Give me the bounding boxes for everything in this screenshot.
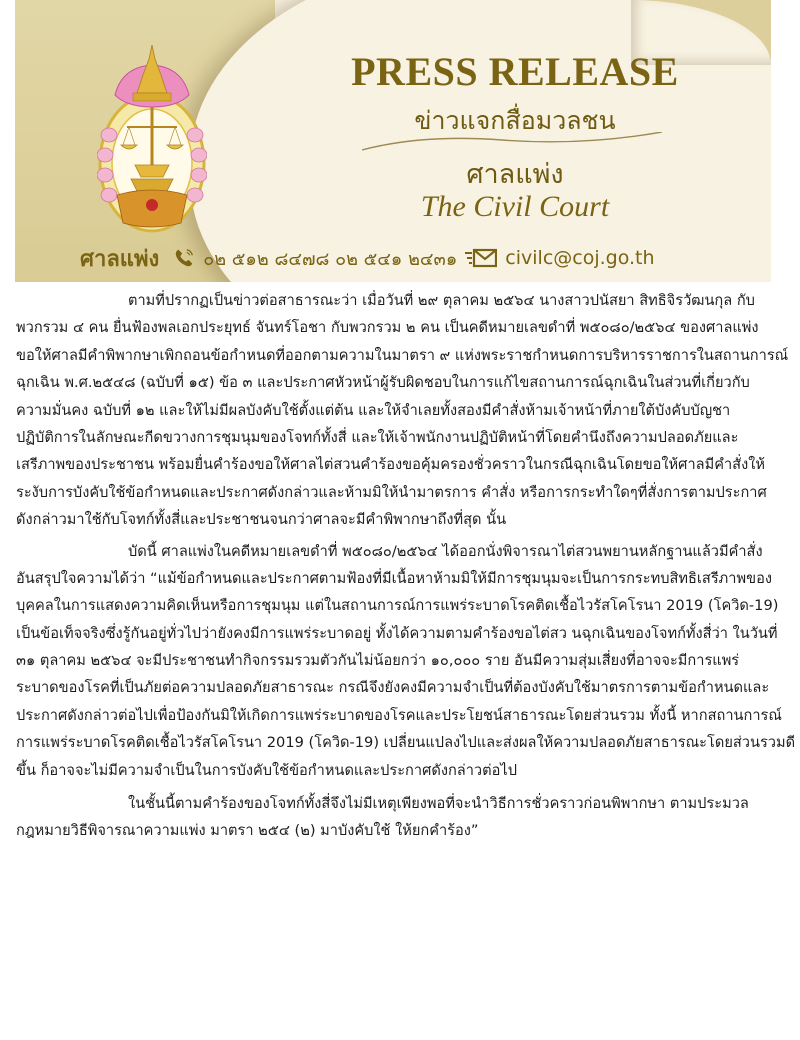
text-line: พวกรวม ๔ คน ยื่นฟ้องพลเอกประยุทธ์ จันทร์โอชา กับพวกรวม ๒ คน เป็นคดีหมายเลขดำที่ พ๕๐๘๐/๒๕๖๔ ของศาลแพ่ง: [16, 319, 759, 337]
text-line: เสรีภาพของประชาชน พร้อมยื่นคำร้องขอให้ศาลไต่สวนคำร้องขอคุ้มครองชั่วคราวในกรณีฉุกเฉินโดยขอให้ศาลมีคำสั่งให้: [16, 456, 765, 474]
press-release-banner: [15, 0, 771, 282]
text-line: ในชั้นนี้ตามคำร้องของโจทก์ทั้งสี่จึงไม่มีเหตุเพียงพอที่จะนำวิธีการชั่วคราวก่อนพิพากษา ตามประมวล: [128, 795, 749, 813]
contact-bar: [80, 240, 655, 276]
civil-court-emblem-icon: [97, 45, 207, 235]
text-line: บุคคลในการแสดงความคิดเห็นหรือการชุมนุม แต่ในสถานการณ์การแพร่ระบาดโรคติดเชื้อไวรัสโคโรนา 2019 (โควิด-19): [16, 597, 779, 615]
text-line: บัดนี้ ศาลแพ่งในคดีหมายเลขดำที่ พ๕๐๘๐/๒๕๖๔ ได้ออกนั่งพิจารณาไต่สวนพยานหลักฐานแล้วมีคำสั่ง: [128, 542, 763, 560]
text-line: ขึ้น ก็อาจจะไม่มีความจำเป็นในการบังคับใช้ข้อกำหนดและประกาศดังกล่าวต่อไป: [16, 761, 517, 779]
text-line: ขอให้ศาลมีคำพิพากษาเพิกถอนข้อกำหนดที่ออกตามความในมาตรา ๙ แห่งพระราชกำหนดการบริหารราชการในสถานการณ์: [16, 346, 789, 364]
contact-phone-number[interactable]: ๐๒ ๕๑๒ ๘๔๗๘ ๐๒ ๕๔๑ ๒๔๓๑: [203, 248, 458, 270]
court-name-english: The Civil Court: [420, 190, 610, 223]
text-line: เป็นข้อเท็จจริงซึ่งรู้กันอยู่ทั่วไปว่ายังคงมีการแพร่ระบาดอยู่ ทั้งได้ความตามคำร้องขอไต่สว นฉุกเฉินของโจทก์ทั้งสี่ว่า ในวันที่: [16, 624, 778, 642]
press-release-thai-subtitle: ข่าวแจกสื่อมวลชน: [414, 106, 616, 135]
paragraph-2: [16, 538, 796, 785]
press-release-body: [16, 287, 796, 845]
contact-court-name: ศาลแพ่ง: [80, 246, 160, 272]
phone-icon: [173, 247, 195, 269]
paragraph-1: [16, 287, 789, 534]
mail-icon: [465, 247, 497, 269]
text-line: ๓๑ ตุลาคม ๒๕๖๔ จะมีประชาชนทำกิจกรรมรวมตัวกันไม่น้อยกว่า ๑๐,๐๐๐ ราย อันมีความสุ่มเสี่ยงที่อาจจะมีการแพร่: [16, 652, 740, 670]
text-line: ดังกล่าวมาใช้กับโจทก์ทั้งสี่และประชาชนจนกว่าศาลจะมีคำพิพากษาถึงที่สุด นั้น: [16, 511, 507, 529]
text-line: ระงับการบังคับใช้ข้อกำหนดและประกาศดังกล่าวและห้ามมิให้นำมาตรการ คำสั่ง หรือการกระทำใดๆที่สั่งการตามประกาศ: [16, 483, 767, 501]
text-line: ความมั่นคง ฉบับที่ ๑๒ และให้ไม่มีผลบังคับใช้ตั้งแต่ต้น และให้จำเลยทั้งสองมีคำสั่งห้ามเจ้าหน้าที่ภายใต้บังคับบัญชา: [16, 401, 731, 419]
text-line: ฉุกเฉิน พ.ศ.๒๕๔๘ (ฉบับที่ ๑๕) ข้อ ๓ และประกาศหัวหน้าผู้รับผิดชอบในการแก้ไขสถานการณ์ฉุกเฉินในส่วนที่เกี่ยวกับ: [16, 374, 750, 392]
text-line: อันสรุปใจความได้ว่า “แม้ข้อกำหนดและประกาศตามฟ้องที่มีเนื้อหาห้ามมิให้มีการชุมนุมจะเป็นการกระทบสิทธิเสรีภาพของ: [16, 569, 772, 587]
text-line: ประกาศดังกล่าวต่อไปเพื่อป้องกันมิให้เกิดการแพร่ระบาดของโรคและประโยชน์สาธารณะโดยส่วนรวม ทั้งนี้ หากสถานการณ์: [16, 706, 782, 724]
text-line: ระบาดของโรคที่เป็นภัยต่อความปลอดภัยสาธารณะ กรณีจึงยังคงมีความจำเป็นที่ต้องบังคับใช้มาตรการตามข้อกำหนดและ: [16, 679, 770, 697]
text-line: การแพร่ระบาดโรคติดเชื้อไวรัสโคโรนา 2019 (โควิด-19) เปลี่ยนแปลงไปและส่งผลให้ความปลอดภัยสาธารณะโดยส่วนรวมดี: [16, 734, 796, 752]
press-release-title: PRESS RELEASE: [351, 49, 679, 94]
paragraph-3: [16, 790, 786, 845]
text-line: กฎหมายวิธีพิจารณาความแพ่ง มาตรา ๒๕๔ (๒) มาบังคับใช้ ให้ยกคำร้อง”: [16, 822, 479, 840]
contact-email-link[interactable]: civilc@coj.go.th: [505, 247, 655, 269]
text-line: ปฏิบัติการในลักษณะกีดขวางการชุมนุมของโจทก์ทั้งสี่ และให้เจ้าพนักงานปฏิบัติหน้าที่โดยคำนึงถึงความปลอดภัยและ: [16, 428, 739, 446]
court-name-thai: ศาลแพ่ง: [466, 159, 564, 190]
text-line: ตามที่ปรากฏเป็นข่าวต่อสาธารณะว่า เมื่อวันที่ ๒๙ ตุลาคม ๒๕๖๔ นางสาวปนัสยา สิทธิจิรวัฒนกุล กับ: [128, 292, 755, 309]
